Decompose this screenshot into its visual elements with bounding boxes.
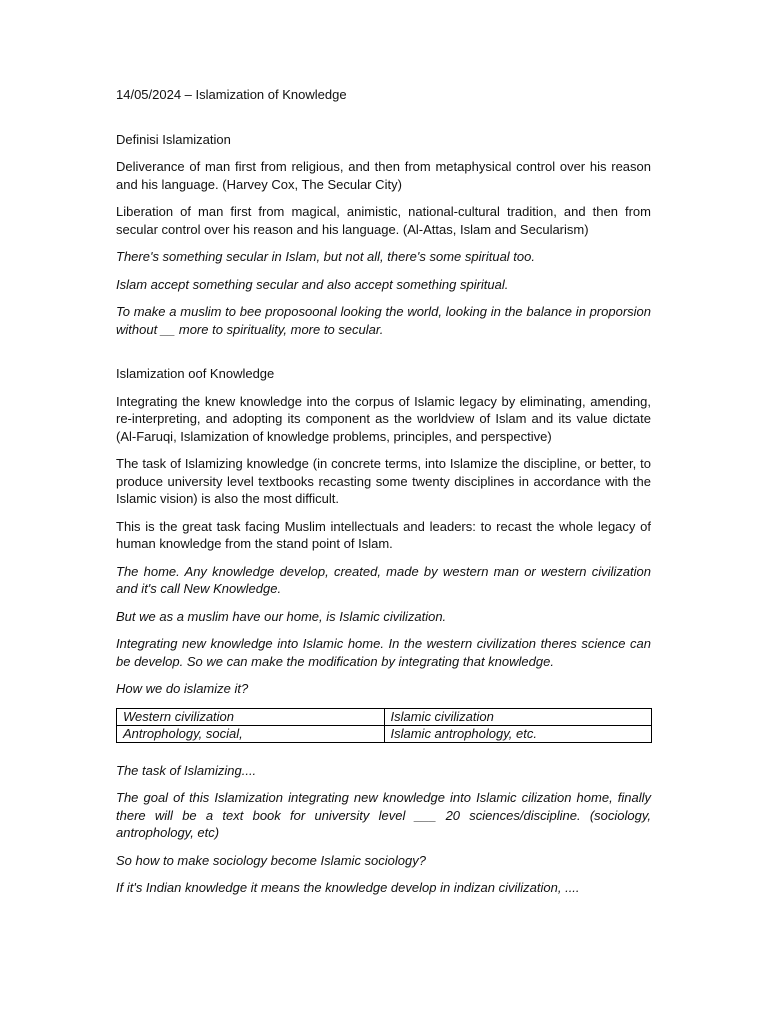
spacer: [116, 348, 651, 365]
body-paragraph-faruqi: Integrating the knew knowledge into the corpus of Islamic legacy by eliminating, amending, re-interpreting, and adopting its component as the worldview of Islam and its value dictate (Al-Faruqi, Islamization of knowledge problems, principles, and perspective): [116, 393, 651, 444]
note-paragraph: But we as a muslim have our home, is Islamic civilization.: [116, 608, 447, 624]
comparison-table: [116, 708, 652, 743]
note-paragraph: To make a muslim to bee proposoonal looking the world, looking in the balance in proporsion without __ more to spirituality, more to secular.: [116, 304, 651, 337]
table-cell: Western civilization: [117, 708, 385, 725]
definition-paragraph-attas: Liberation of man first from magical, animistic, national-cultural tradition, and then from secular control over his reason and his language. (Al-Attas, Islam and Secularism): [116, 204, 651, 237]
note-question: So how to make sociology become Islamic sociology?: [116, 852, 426, 868]
body-paragraph-great-task: This is the great task facing Muslim intellectuals and leaders: to recast the whole legacy of human knowledge from the stand point of Islam.: [116, 518, 651, 551]
section-heading-definisi: Definisi Islamization: [116, 131, 231, 147]
note-paragraph: If it's Indian knowledge it means the knowledge develop in indizan civilization, ....: [116, 880, 580, 895]
table-cell: Antrophology, social,: [117, 725, 385, 742]
table-row: [117, 708, 652, 725]
note-paragraph: There's something secular in Islam, but not all, there's some spiritual too.: [116, 249, 535, 264]
table-cell: Islamic civilization: [384, 708, 652, 725]
note-question: How we do islamize it?: [116, 681, 249, 696]
note-paragraph: Islam accept something secular and also accept something spiritual.: [116, 276, 509, 292]
body-paragraph-task: The task of Islamizing knowledge (in concrete terms, into Islamize the discipline, or better, to produce university level textbooks recasting some twenty disciplines in accordance with the Islamic vision) is also the most difficult.: [116, 456, 651, 506]
table-cell: Islamic antrophology, etc.: [384, 725, 652, 742]
note-paragraph: The goal of this Islamization integrating new knowledge into Islamic cilization home, finally there will be a text book for university level ___ 20 sciences/discipline. (sociology, antrophology, etc): [116, 790, 651, 840]
section-heading-islamization-knowledge: Islamization oof Knowledge: [116, 366, 275, 381]
definition-paragraph-cox: Deliverance of man first from religious, and then from metaphysical control over his reason and his language. (Harvey Cox, The Secular City): [116, 159, 651, 192]
document-page: [116, 86, 651, 907]
spacer: [116, 114, 651, 131]
note-paragraph: The task of Islamizing....: [116, 762, 257, 778]
note-paragraph: The home. Any knowledge develop, created, made by western man or western civilization and it's call New Knowledge.: [116, 563, 651, 596]
table-row: [117, 725, 652, 742]
document-title: 14/05/2024 – Islamization of Knowledge: [116, 87, 347, 102]
note-paragraph: Integrating new knowledge into Islamic home. In the western civilization theres science can be develop. So we can make the modification by integrating that knowledge.: [116, 636, 651, 669]
